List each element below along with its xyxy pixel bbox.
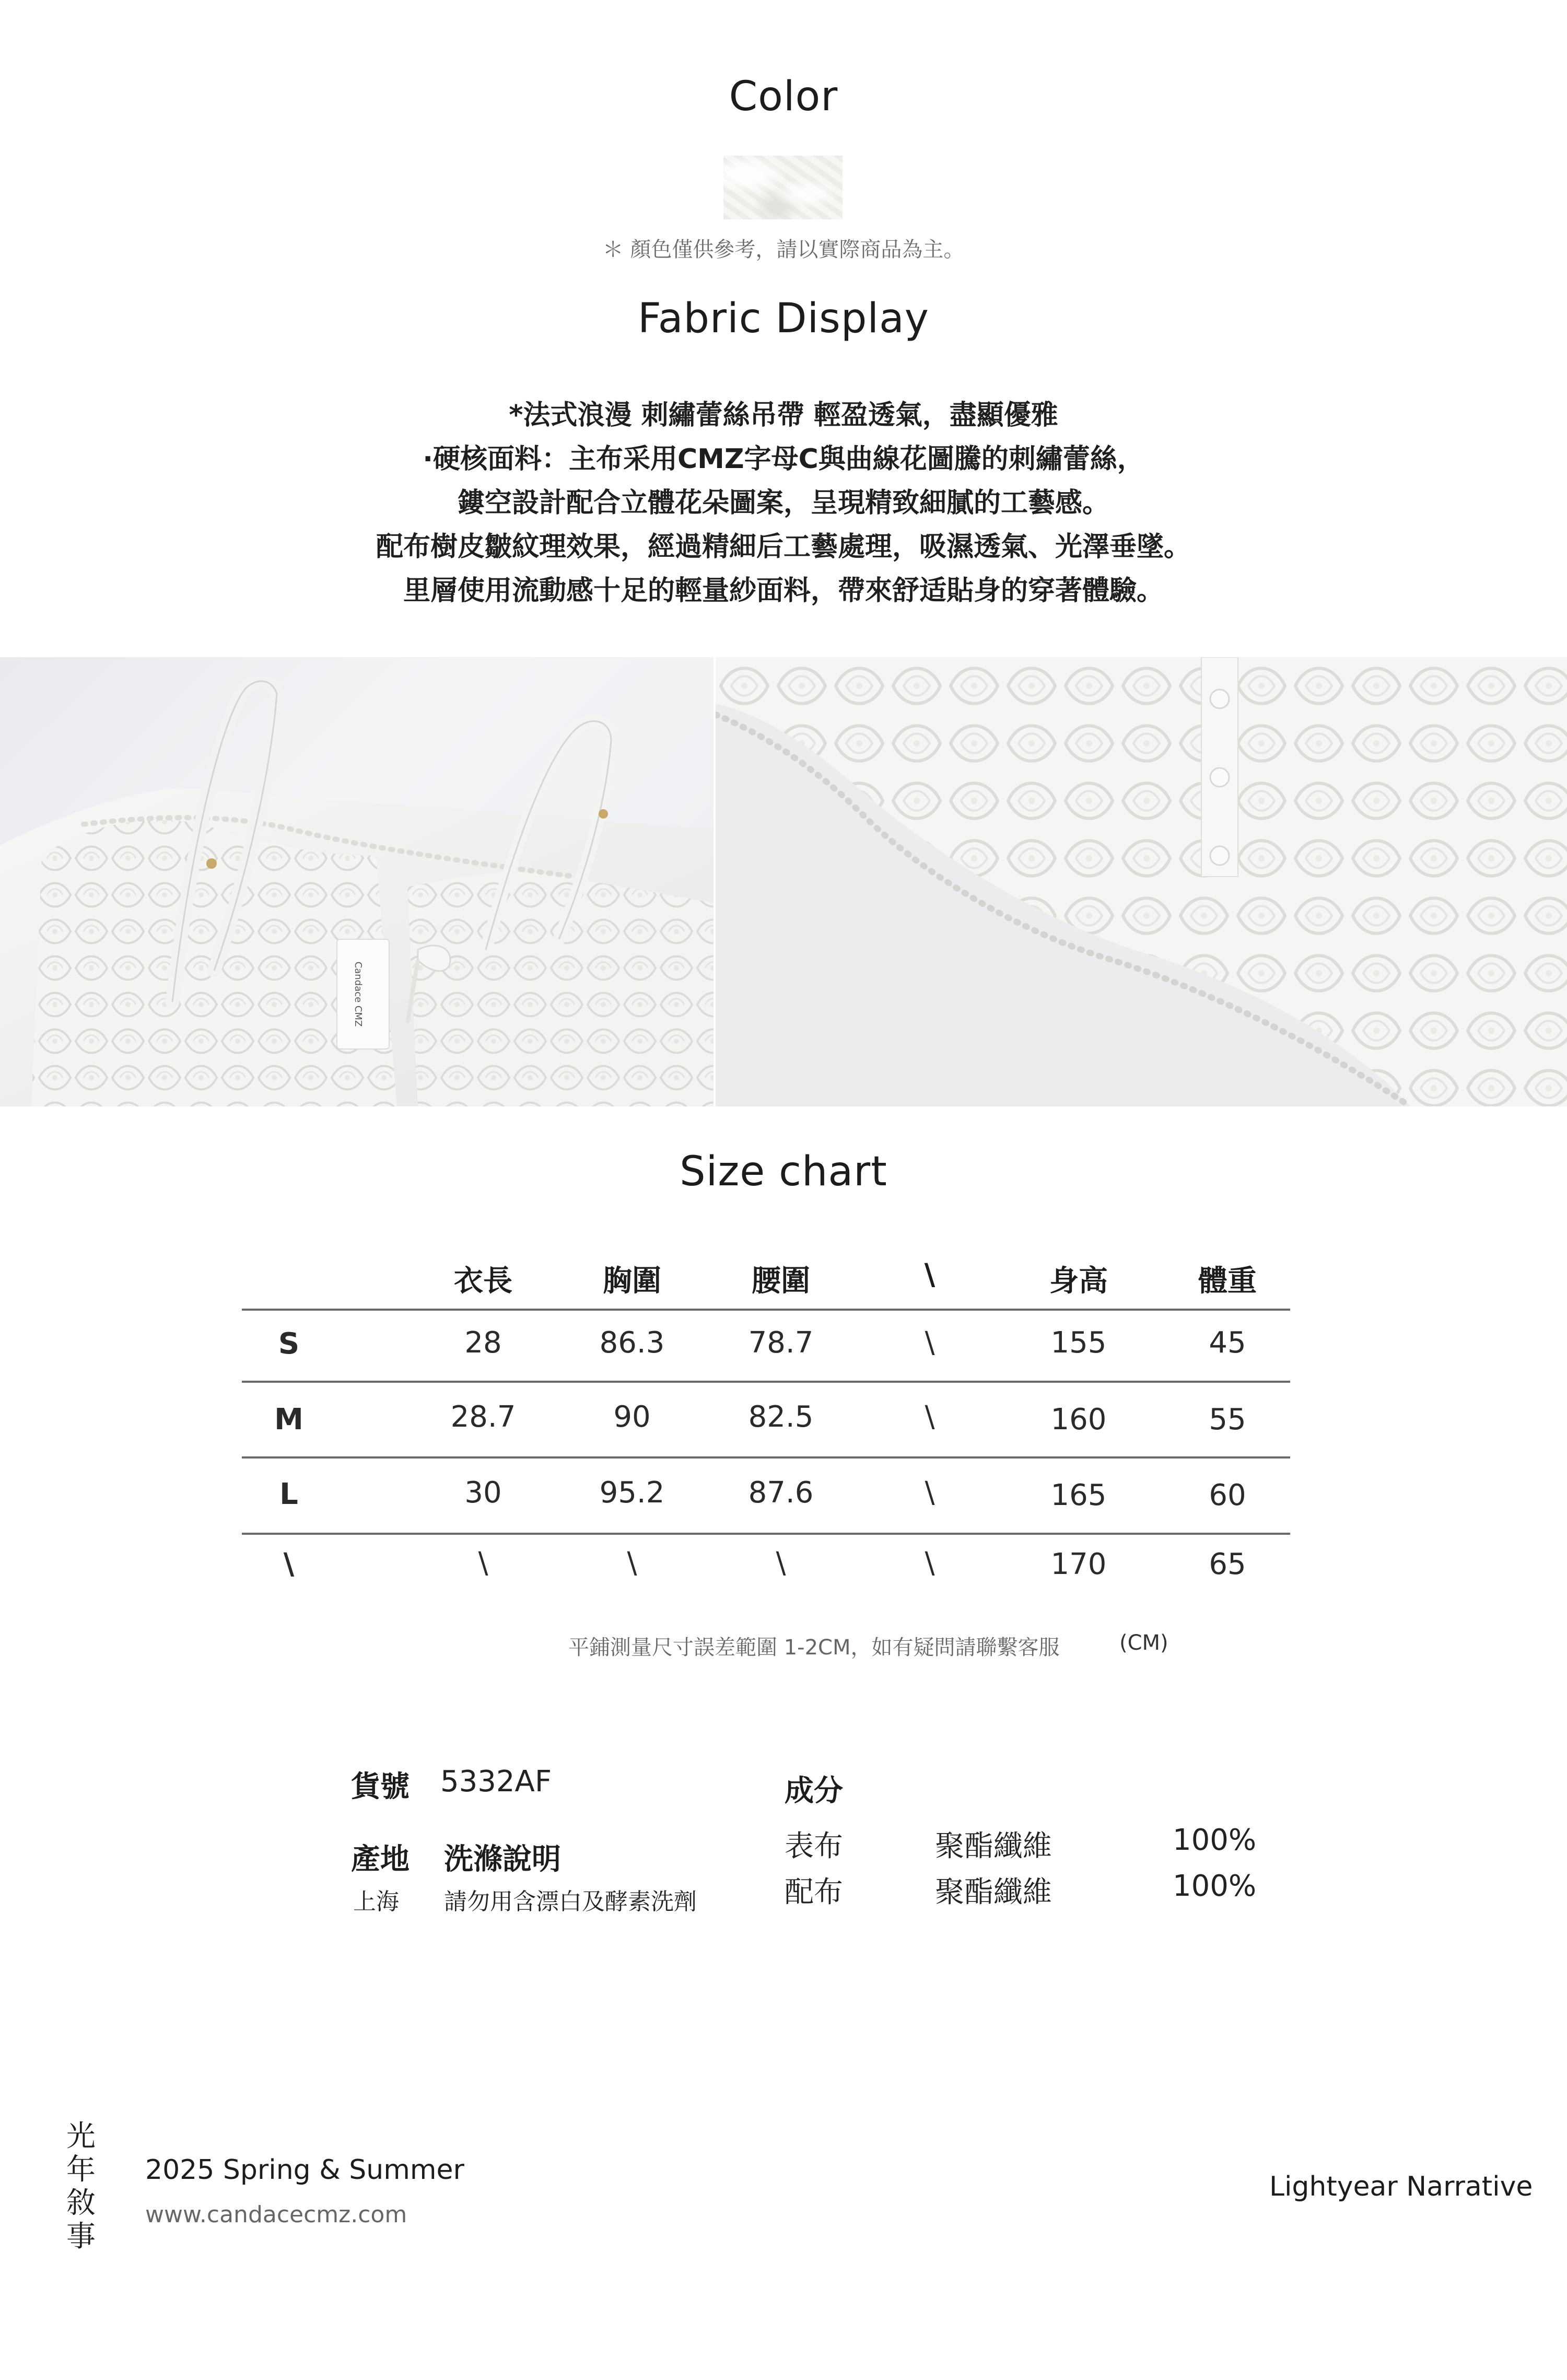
brand-name-english: Lightyear Narrative (1269, 2171, 1533, 2202)
header-weight: 體重 (1198, 1264, 1257, 1298)
composition-material: 聚酯纖維 (935, 1829, 1052, 1863)
size-measurement-note: 平鋪測量尺寸誤差範圍 1-2CM，如有疑問請聯繫客服 (568, 1636, 1060, 1660)
table-cell: 65 (1209, 1547, 1246, 1581)
size-label-m: M (274, 1403, 303, 1437)
brand-char: 敘 (66, 2186, 96, 2220)
fabric-description-line: ·硬核面料：主布采用CMZ字母C與曲線花圖騰的刺繡蕾絲， (423, 444, 1144, 475)
color-note: ＊ 顏色僅供參考，請以實際商品為主。 (602, 238, 965, 262)
table-cell: \ (925, 1546, 935, 1580)
fabric-photo-lace-closeup (716, 657, 1567, 1106)
table-cell: 55 (1209, 1403, 1246, 1437)
table-divider (242, 1309, 1290, 1311)
table-cell: 45 (1209, 1326, 1246, 1360)
table-cell: 87.6 (748, 1476, 814, 1510)
table-cell: \ (925, 1326, 935, 1360)
size-label-l: L (279, 1477, 298, 1511)
lace-closeup-illustration (716, 657, 1567, 1106)
origin-label: 產地 (351, 1842, 410, 1876)
sku-value: 5332AF (440, 1765, 552, 1799)
size-label-blank: \ (283, 1547, 295, 1581)
table-cell: 60 (1209, 1478, 1246, 1512)
size-unit: (CM) (1119, 1631, 1168, 1655)
header-length: 衣長 (454, 1264, 512, 1298)
table-cell: \ (925, 1400, 935, 1434)
wash-label: 洗滌說明 (444, 1842, 561, 1876)
header-waist: 腰圍 (752, 1264, 810, 1298)
brand-vertical-logo (63, 2120, 99, 2254)
table-cell: 28 (464, 1326, 502, 1360)
origin-value: 上海 (353, 1888, 399, 1915)
fabric-description-line: 配布樹皮皺紋理效果，經過精細后工藝處理，吸濕透氣、光澤垂墜。 (376, 531, 1191, 563)
table-cell: 28.7 (450, 1400, 516, 1434)
website-link[interactable]: www.candacecmz.com (145, 2201, 407, 2228)
composition-label: 成分 (785, 1774, 843, 1808)
table-cell: 82.5 (748, 1400, 814, 1434)
table-cell: 160 (1050, 1403, 1107, 1437)
camisole-illustration (0, 657, 714, 1106)
brand-char: 事 (66, 2220, 96, 2254)
fabric-description-line: 鏤空設計配合立體花朵圖案，呈現精致細膩的工藝感。 (457, 487, 1109, 519)
sku-label: 貨號 (351, 1770, 410, 1804)
table-cell: 78.7 (748, 1326, 814, 1360)
table-divider (242, 1533, 1290, 1535)
table-cell: 95.2 (599, 1476, 665, 1510)
fabric-description-line: *法式浪漫 刺繡蕾絲吊帶 輕盈透氣，盡顯優雅 (509, 400, 1058, 431)
table-cell: \ (627, 1546, 637, 1580)
table-divider (242, 1456, 1290, 1459)
table-cell: \ (478, 1546, 488, 1580)
color-swatch-white[interactable] (723, 156, 843, 219)
brand-char: 光 (66, 2119, 96, 2153)
size-chart-title: Size chart (680, 1148, 887, 1195)
header-height: 身高 (1049, 1264, 1108, 1298)
composition-material: 聚酯纖維 (935, 1875, 1052, 1909)
fabric-display-title: Fabric Display (638, 295, 929, 342)
table-cell: 170 (1050, 1547, 1107, 1581)
header-bust: 胸圍 (603, 1264, 661, 1298)
table-cell: 30 (464, 1476, 502, 1510)
wash-value: 請勿用含漂白及酵素洗劑 (444, 1888, 697, 1915)
composition-part: 表布 (785, 1829, 843, 1863)
garment-label-text: Candace CMZ (353, 961, 364, 1027)
table-cell: 155 (1050, 1326, 1107, 1360)
header-blank: \ (924, 1258, 935, 1292)
table-cell: 165 (1050, 1478, 1107, 1512)
table-cell: \ (925, 1476, 935, 1510)
color-title: Color (729, 73, 838, 120)
table-divider (242, 1381, 1290, 1383)
table-cell: 86.3 (599, 1326, 665, 1360)
size-label-s: S (278, 1327, 300, 1361)
season-label: 2025 Spring & Summer (145, 2154, 464, 2186)
composition-part: 配布 (785, 1875, 843, 1909)
composition-percent: 100% (1173, 1869, 1257, 1903)
table-cell: \ (776, 1546, 786, 1580)
brand-char: 年 (66, 2153, 96, 2187)
fabric-photo-straps (0, 657, 714, 1106)
table-cell: 90 (613, 1400, 651, 1434)
composition-percent: 100% (1173, 1823, 1257, 1857)
fabric-description-line: 里層使用流動感十足的輕量紗面料，帶來舒适貼身的穿著體驗。 (403, 575, 1164, 606)
